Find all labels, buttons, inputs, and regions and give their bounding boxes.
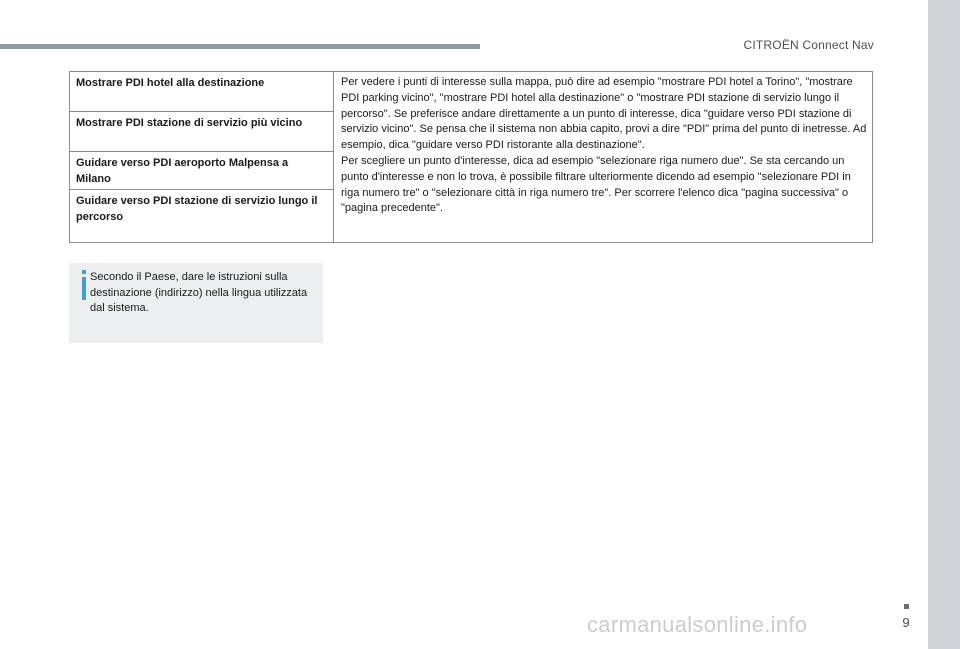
page-header-title: CITROËN Connect Nav <box>743 38 874 52</box>
watermark-text: carmanualsonline.info <box>587 612 808 637</box>
page-number: 9 <box>902 615 910 630</box>
command-cell: Guidare verso PDI aeroporto Malpensa a Milano <box>70 152 333 190</box>
commands-column <box>70 72 334 242</box>
command-cell: Guidare verso PDI stazione di servizio lungo il percorso <box>76 195 318 223</box>
command-cell: Mostrare PDI hotel alla destinazione <box>70 72 333 112</box>
info-icon <box>79 270 89 300</box>
header-accent-bar <box>0 44 480 49</box>
description-paragraph: Per scegliere un punto d'interesse, dica ad esempio "selezionare riga numero due". Se sta cercando un punto d'interesse e non lo trova, è possibile filtrare ulteriormente dicendo ad esempio "selezionare PDI in riga numero tre" o "selezionare città in riga numero tre". Per scorrere l'elenco dica "pagina successiva" o "pagina precedente". <box>341 154 851 215</box>
voice-commands-table <box>69 71 873 243</box>
side-strip <box>928 0 960 649</box>
description-paragraph: Per vedere i punti di interesse sulla mappa, può dire ad esempio "mostrare PDI hotel a Torino", "mostrare PDI parking vicino", "mostrare PDI hotel alla destinazione" o "mostrare PDI stazione di servizio lungo il percorso". Se preferisce andare direttamente a un punto di interesse, dica "guidare verso PDI stazione di servizio vicino". Se pensa che il sistema non abbia capito, provi a dire "PDI" prima del punto di inetresse. Ad esempio, dica "guidare verso PDI ristorante alla destinazione". <box>341 76 867 152</box>
info-note-box <box>69 263 323 343</box>
command-cell: Mostrare PDI stazione di servizio più vicino <box>70 112 333 152</box>
description-cell <box>341 75 869 217</box>
info-note-text: Secondo il Paese, dare le istruzioni sulla destinazione (indirizzo) nella lingua utilizzata dal sistema. <box>90 271 308 315</box>
page-marker <box>904 604 909 609</box>
